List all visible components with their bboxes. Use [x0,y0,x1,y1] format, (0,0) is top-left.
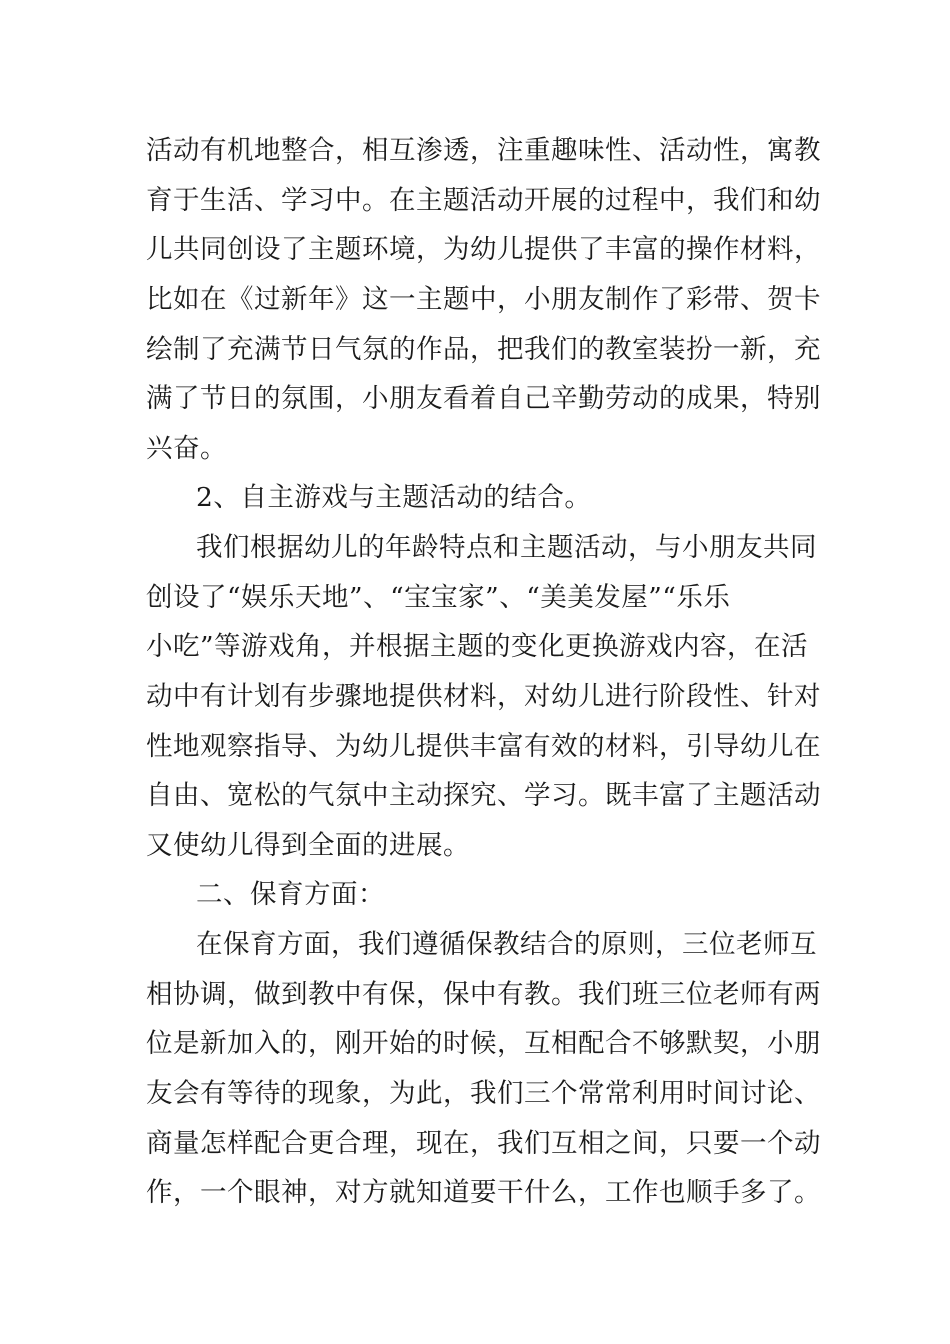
text-line: 动中有计划有步骤地提供材料，对幼儿进行阶段性、针对 [146,681,821,712]
text-line: 创设了“娱乐天地”、“宝宝家”、“美美发屋”“乐乐 [146,582,731,613]
text-line: 我们根据幼儿的年龄特点和主题活动，与小朋友共同 [196,532,817,563]
text-line: 又使幼儿得到全面的进展。 [146,830,470,861]
text-line: 兴奋。 [146,433,227,464]
text-line: 满了节日的氛围，小朋友看着自己辛勤劳动的成果，特别 [146,383,821,414]
text-line: 作，一个眼神，对方就知道要干什么，工作也顺手多了。 [146,1177,821,1208]
text-line: 绘制了充满节日气氛的作品，把我们的教室装扮一新，充 [146,334,821,365]
text-line: 商量怎样配合更合理，现在，我们互相之间，只要一个动 [146,1128,821,1159]
text-line: 育于生活、学习中。在主题活动开展的过程中，我们和幼 [146,185,821,216]
section-heading: 二、保育方面： [196,879,385,910]
text-line: 比如在《过新年》这一主题中，小朋友制作了彩带、贺卡 [146,284,821,315]
text-line: 活动有机地整合，相互渗透，注重趣味性、活动性，寓教 [146,135,821,166]
section-heading: 2、自主游戏与主题活动的结合。 [196,482,592,513]
text-line: 友会有等待的现象，为此，我们三个常常利用时间讨论、 [146,1078,821,1109]
text-line: 小吃”等游戏角，并根据主题的变化更换游戏内容，在活 [146,631,809,662]
text-line: 儿共同创设了主题环境，为幼儿提供了丰富的操作材料， [146,234,821,265]
text-line: 性地观察指导、为幼儿提供丰富有效的材料，引导幼儿在 [146,731,821,762]
text-line: 相协调，做到教中有保，保中有教。我们班三位老师有两 [146,979,821,1010]
text-line: 位是新加入的，刚开始的时候，互相配合不够默契，小朋 [146,1028,821,1059]
text-line: 在保育方面，我们遵循保教结合的原则，三位老师互 [196,929,817,960]
text-line: 自由、宽松的气氛中主动探究、学习。既丰富了主题活动 [146,780,821,811]
